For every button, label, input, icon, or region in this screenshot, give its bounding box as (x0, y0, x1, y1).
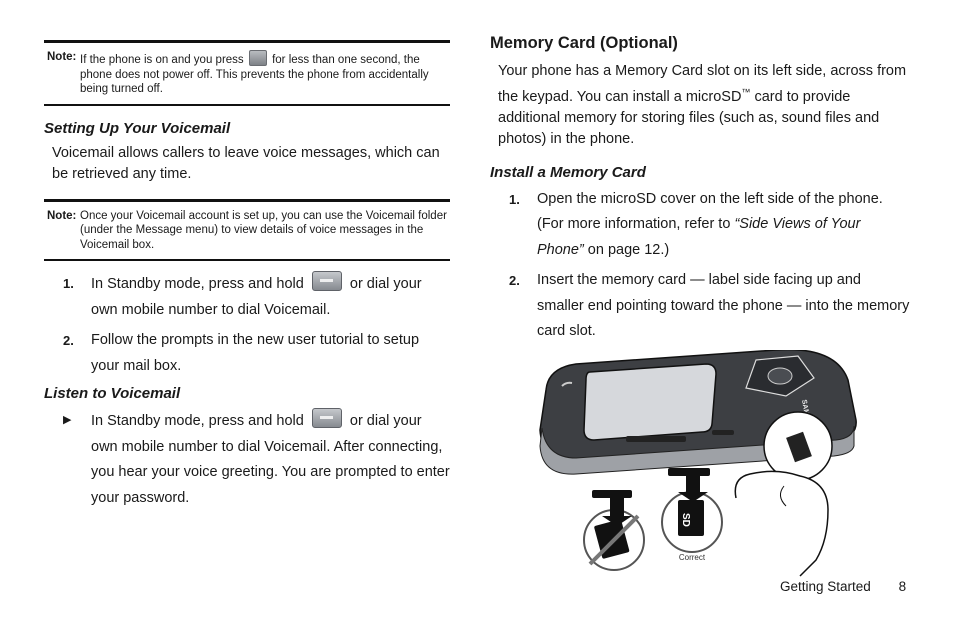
side-button (626, 436, 686, 442)
step-number: 2. (509, 273, 520, 289)
install-card-heading: Install a Memory Card (490, 163, 646, 181)
voicemail-intro: Voicemail allows callers to leave voice messages, which can be retrieved any time. (52, 144, 440, 182)
cross-reference: “Side Views of Your Phone” (537, 216, 861, 258)
note-label: Note: (47, 51, 77, 63)
step-text: Follow the prompts in the new user tutorial to setup your mail box. (91, 332, 420, 374)
step-text-before: In Standby mode, press and hold (91, 276, 304, 292)
bullet-text (91, 408, 450, 511)
step-number: 2. (63, 333, 74, 348)
power-note (44, 40, 450, 106)
voicemail-key-icon (312, 408, 342, 428)
step-text-after: or dial your own mobile number to dial Voicemail. (91, 276, 422, 318)
step-number: 1. (63, 276, 74, 291)
list-item (44, 328, 450, 379)
bullet-arrow-icon: ▶ (63, 414, 72, 426)
page-number: 8 (898, 579, 907, 594)
intro-after: card to provide additional memory for storing files (such as, sound files and photos) in the phone. (498, 88, 880, 147)
left-column (44, 40, 450, 511)
list-item (490, 268, 910, 345)
phone-illustration (536, 350, 866, 580)
step-text-before: Open the microSD cover on the left side of the phone. (For more information, refer to (537, 190, 883, 233)
memory-card-illustration (536, 350, 866, 580)
right-column (490, 34, 910, 350)
note-text (80, 50, 450, 97)
finger (735, 471, 828, 576)
correct-label: Correct (678, 553, 706, 562)
listen-voicemail-heading: Listen to Voicemail (44, 385, 181, 402)
footer-section: Getting Started (780, 579, 871, 594)
side-button (712, 430, 734, 435)
listen-bullet (44, 408, 450, 511)
memory-card-intro (498, 61, 910, 150)
note-text-before: If the phone is on and you press (80, 54, 244, 66)
note-text: Once your Voicemail account is set up, you can use the Voicemail folder (under the Message menu) to view details of voice messages in the Voicemail box. (80, 209, 447, 251)
trademark: ™ (741, 87, 751, 97)
list-item (44, 271, 450, 323)
page-footer (780, 579, 906, 594)
voicemail-steps (44, 271, 450, 379)
correct-orientation-icon (662, 468, 722, 562)
step-text: Insert the memory card — label side facing up and smaller end pointing toward the phone — into the memory card slot. (537, 272, 910, 340)
voicemail-setup-heading: Setting Up Your Voicemail (44, 119, 231, 137)
step-text-after: on page 12.) (587, 241, 670, 258)
step-number: 1. (509, 191, 520, 207)
list-item (490, 187, 910, 264)
bullet-text-after: or dial your own mobile number to dial Voicemail. After connecting, you hear your voice greeting. You are prompted to enter your password. (91, 413, 450, 506)
intro-before: Your phone has a Memory Card slot on its left side, across from the keypad. You can install a microSD (498, 63, 907, 105)
note-text-after: for less than one second, the phone does not power off. This prevents the phone from accidentally being turned off. (80, 54, 429, 95)
step-text (537, 187, 910, 264)
voicemail-note (44, 199, 450, 262)
voicemail-key-icon (312, 271, 342, 291)
power-key-icon (249, 50, 267, 66)
memory-card-heading: Memory Card (Optional) (490, 34, 678, 52)
step-text (91, 271, 450, 323)
svg-text:SD: SD (680, 513, 691, 527)
install-steps (490, 187, 910, 345)
phone-screen (584, 364, 716, 440)
bullet-text-before: In Standby mode, press and hold (91, 413, 304, 429)
wrong-orientation-icon (584, 490, 644, 570)
note-label: Note: (47, 209, 77, 222)
